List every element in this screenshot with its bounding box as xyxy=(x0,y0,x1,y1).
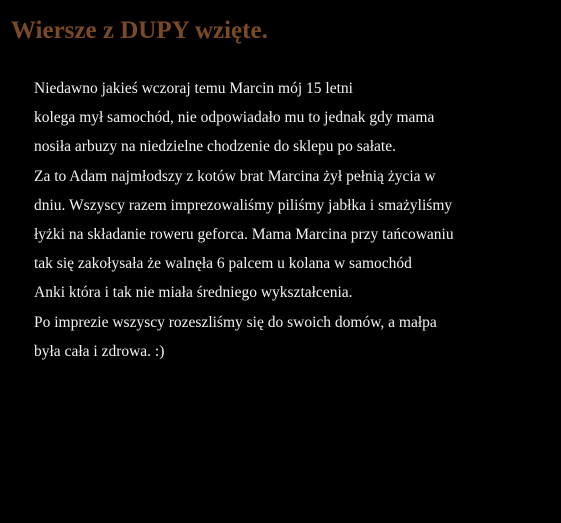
poem-line: łyżki na składanie roweru geforca. Mama Marcina przy tańcowaniu xyxy=(34,225,454,243)
poem-line: Niedawno jakieś wczoraj temu Marcin mój 15 letni xyxy=(34,80,353,97)
page-title: Wiersze z DUPY wzięte. xyxy=(11,17,268,44)
poem-line: dniu. Wszyscy razem imprezowaliśmy piliśmy jabłka i smażyliśmy xyxy=(34,196,453,214)
poem-line: Anki która i tak nie miała średniego wykształcenia. xyxy=(34,284,353,302)
poem-body xyxy=(34,74,454,366)
poem-line: tak się zakołysała że walnęła 6 palcem u kolana w samochód xyxy=(34,255,412,273)
poem-line: Po imprezie wszyscy rozeszliśmy się do swoich domów, a małpa xyxy=(34,313,437,331)
poem-line: kolega mył samochód, nie odpowiadało mu to jednak gdy mama xyxy=(34,109,435,127)
poem-line: była cała i zdrowa. :) xyxy=(34,342,165,360)
poem-line: nosiła arbuzy na niedzielne chodzenie do sklepu po sałate. xyxy=(34,138,396,156)
poem-line: Za to Adam najmłodszy z kotów brat Marcina żył pełnią życia w xyxy=(34,167,436,185)
